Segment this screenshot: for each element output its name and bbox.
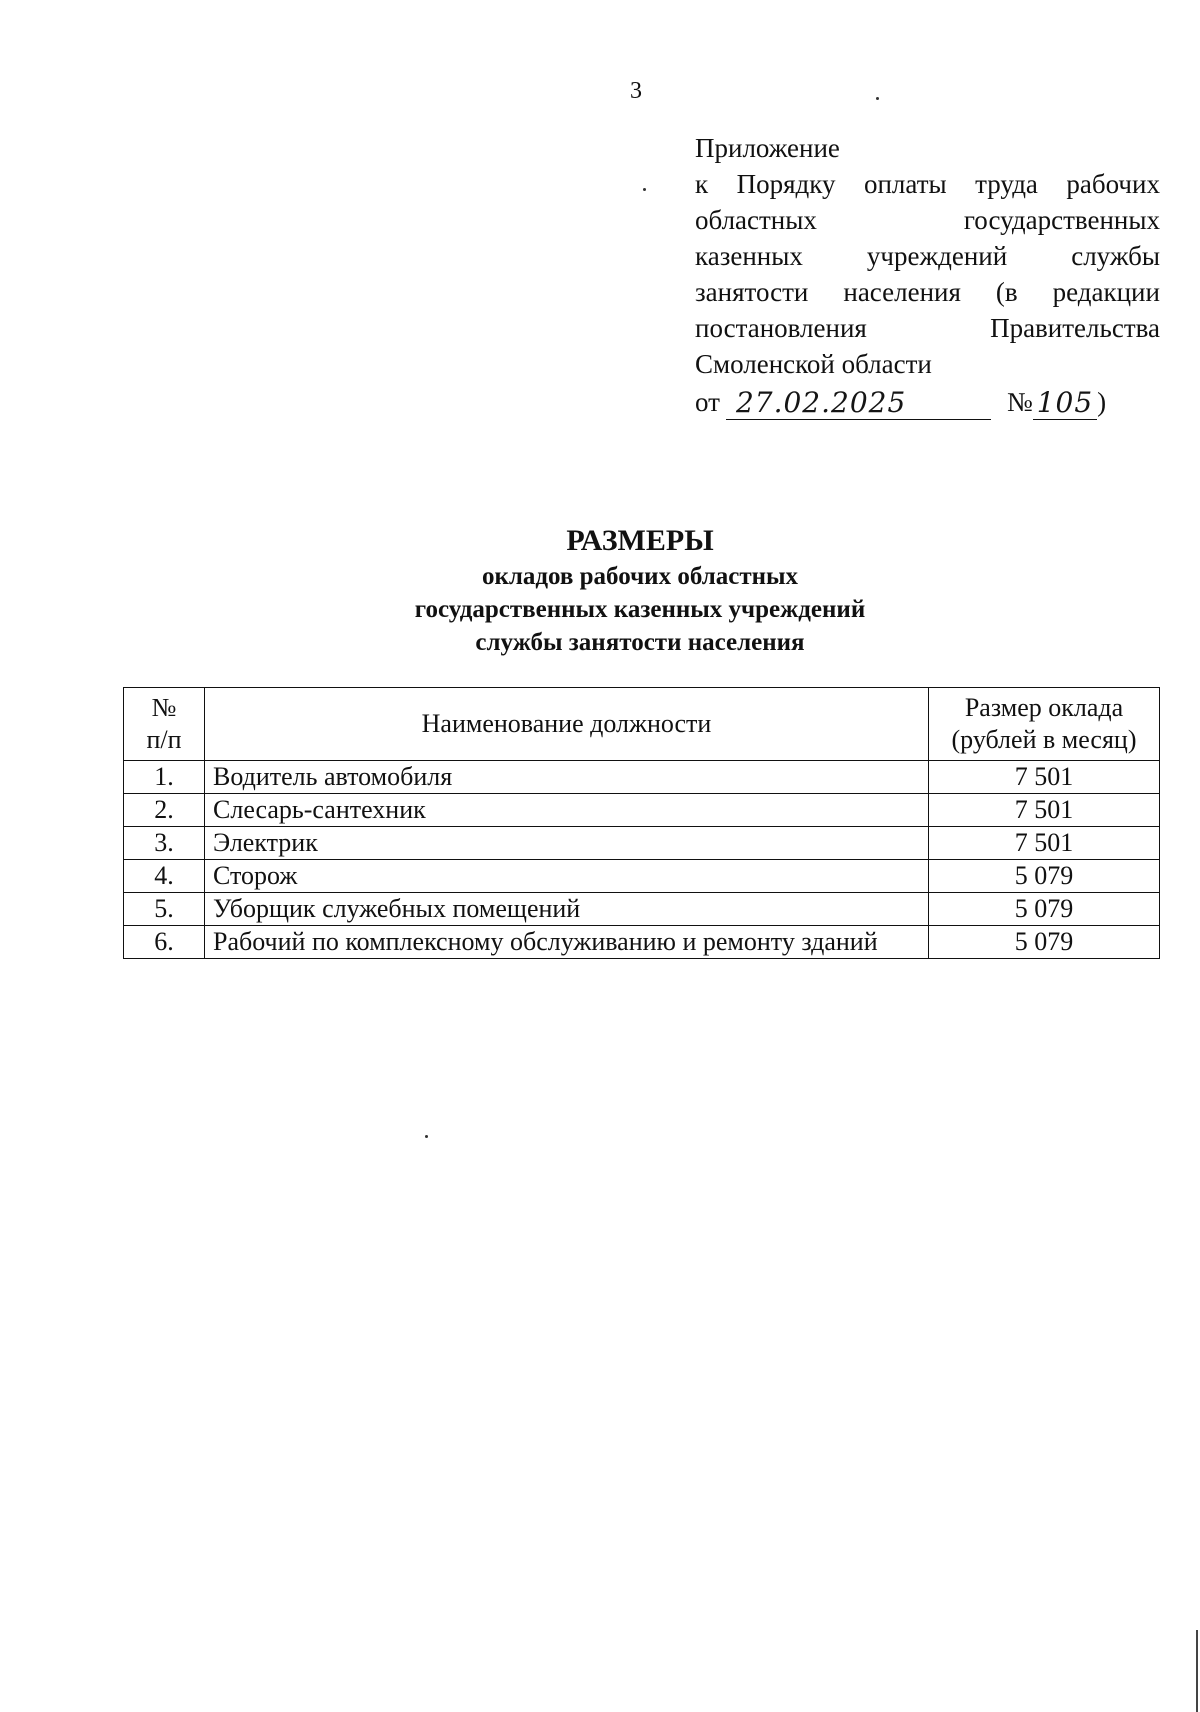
handwritten-number: 105 xyxy=(1033,387,1097,420)
appendix-word: оплаты xyxy=(863,169,947,199)
table-row xyxy=(124,794,1160,827)
heading-subtitle-line: государственных казенных учреждений xyxy=(414,596,866,623)
row-position-name: Рабочий по комплексному обслуживанию и ремонту зданий xyxy=(205,926,929,959)
salary-table xyxy=(123,687,1160,959)
document-heading xyxy=(0,522,1200,659)
appendix-word: казенных xyxy=(695,241,803,271)
row-number: 6. xyxy=(124,926,205,959)
appendix-word: службы xyxy=(1071,241,1160,271)
appendix-word: к xyxy=(695,169,709,199)
header-number: № п/п xyxy=(124,688,205,761)
table-row xyxy=(124,860,1160,893)
appendix-block xyxy=(695,130,1160,420)
appendix-line-4 xyxy=(695,274,1160,310)
appendix-word: Правительства xyxy=(990,313,1160,343)
table-row xyxy=(124,761,1160,794)
row-number: 5. xyxy=(124,893,205,926)
row-number: 4. xyxy=(124,860,205,893)
appendix-word: постановления xyxy=(695,313,867,343)
appendix-date-line xyxy=(695,384,1160,420)
appendix-word: Порядку xyxy=(736,169,836,199)
appendix-line-5 xyxy=(695,310,1160,346)
appendix-word: учреждений xyxy=(866,241,1008,271)
appendix-word: редакции xyxy=(1052,277,1160,307)
row-position-name: Уборщик служебных помещений xyxy=(205,893,929,926)
heading-subtitle-line: службы занятости населения xyxy=(475,629,805,656)
appendix-line-1 xyxy=(695,166,1160,202)
table-row xyxy=(124,926,1160,959)
row-number: 3. xyxy=(124,827,205,860)
date-prefix: от xyxy=(695,387,720,417)
row-salary: 7 501 xyxy=(929,761,1160,794)
row-position-name: Водитель автомобиля xyxy=(205,761,929,794)
row-number: 2. xyxy=(124,794,205,827)
heading-title: РАЗМЕРЫ xyxy=(566,524,714,557)
appendix-word: населения xyxy=(843,277,961,307)
appendix-line-2 xyxy=(695,202,1160,238)
table-row xyxy=(124,893,1160,926)
row-salary: 5 079 xyxy=(929,893,1160,926)
appendix-word: областных xyxy=(695,205,817,235)
header-position-name: Наименование должности xyxy=(205,688,929,761)
row-salary: 5 079 xyxy=(929,860,1160,893)
scan-speck xyxy=(425,1135,428,1138)
appendix-word: государственных xyxy=(963,205,1160,235)
table-row xyxy=(124,827,1160,860)
handwritten-date: 27.02.2025 xyxy=(726,387,991,420)
header-salary: Размер оклада (рублей в месяц) xyxy=(929,688,1160,761)
appendix-title: Приложение xyxy=(695,133,840,163)
row-position-name: Слесарь-сантехник xyxy=(205,794,929,827)
heading-subtitle-line: окладов рабочих областных xyxy=(481,563,799,590)
appendix-word: труда xyxy=(975,169,1038,199)
row-salary: 7 501 xyxy=(929,794,1160,827)
row-salary: 7 501 xyxy=(929,827,1160,860)
row-salary: 5 079 xyxy=(929,926,1160,959)
appendix-word: (в xyxy=(995,277,1018,307)
appendix-word: занятости xyxy=(695,277,809,307)
appendix-line-3 xyxy=(695,238,1160,274)
scan-speck xyxy=(876,97,879,100)
appendix-word: рабочих xyxy=(1066,169,1160,199)
appendix-line-6: Смоленской области xyxy=(695,349,932,379)
scan-speck xyxy=(643,188,646,191)
row-position-name: Электрик xyxy=(205,827,929,860)
scan-edge-line xyxy=(1196,1630,1198,1712)
number-prefix: № xyxy=(1006,387,1033,417)
closing-paren: ) xyxy=(1097,387,1107,417)
page-number: 3 xyxy=(630,78,642,104)
row-number: 1. xyxy=(124,761,205,794)
row-position-name: Сторож xyxy=(205,860,929,893)
table-header-row xyxy=(124,688,1160,761)
